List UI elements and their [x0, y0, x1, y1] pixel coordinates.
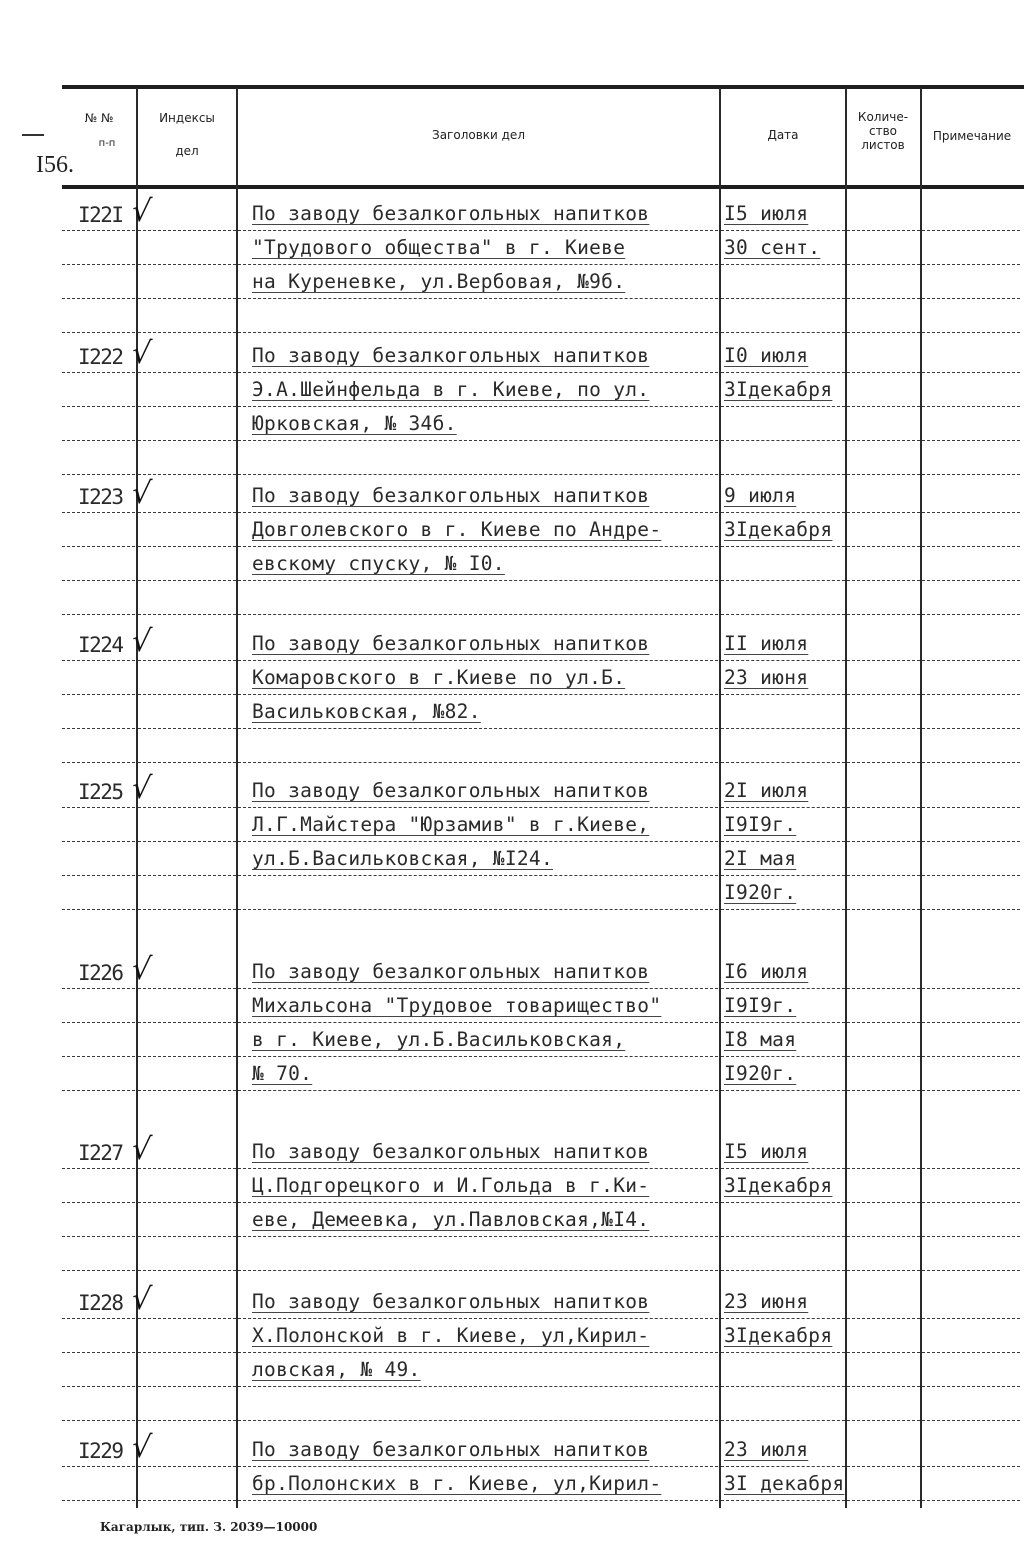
ruled-line — [721, 1090, 845, 1091]
entry-title-line: № 70. — [252, 1062, 313, 1085]
checkmark-icon: √ — [130, 194, 153, 229]
ruled-line — [62, 474, 135, 475]
entry-title-line: По заводу безалкогольных напитков — [252, 1290, 650, 1313]
ruled-line — [238, 1270, 718, 1271]
ruled-line — [721, 762, 845, 763]
ruled-line — [922, 230, 1020, 231]
entry-title-line: евскому спуску, № I0. — [252, 552, 505, 575]
ruled-line — [721, 1270, 845, 1271]
ruled-line — [721, 1236, 845, 1237]
ruled-line — [922, 807, 1020, 808]
entry-number: I228 — [78, 1291, 123, 1315]
entry-title-line: на Куреневке, ул.Вербовая, №9б. — [252, 270, 626, 293]
ruled-line — [62, 298, 135, 299]
ruled-line — [138, 1270, 236, 1271]
ruled-line — [847, 1500, 920, 1501]
ruled-line — [721, 298, 845, 299]
ruled-line — [847, 474, 920, 475]
ruled-line — [62, 1202, 135, 1203]
ruled-line — [721, 728, 845, 729]
ruled-line — [238, 332, 718, 333]
header-sheets — [846, 110, 920, 152]
ruled-line — [62, 988, 135, 989]
ruled-line — [62, 1090, 135, 1091]
ruled-line — [62, 1352, 135, 1353]
ruled-line — [847, 1202, 920, 1203]
column-divider-sheets — [845, 88, 847, 1508]
ruled-line — [847, 1090, 920, 1091]
ruled-line — [721, 1420, 845, 1421]
ruled-line — [238, 1386, 718, 1387]
ruled-line — [721, 1500, 845, 1501]
ruled-line — [138, 988, 236, 989]
ruled-line — [922, 988, 1020, 989]
ruled-line — [847, 332, 920, 333]
ruled-line — [922, 474, 1020, 475]
header-title: Заголовки дел — [432, 128, 525, 142]
entry-title-line: По заводу безалкогольных напитков — [252, 1438, 650, 1461]
ruled-line — [238, 372, 718, 373]
ruled-line — [138, 440, 236, 441]
ruled-line — [138, 1420, 236, 1421]
ruled-line — [238, 762, 718, 763]
ruled-line — [847, 694, 920, 695]
ruled-line — [62, 762, 135, 763]
entry-title-line: Л.Г.Майстера "Юрзамив" в г.Киеве, — [252, 813, 650, 836]
checkmark-icon: √ — [130, 771, 153, 806]
ruled-line — [922, 580, 1020, 581]
ruled-line — [62, 372, 135, 373]
ruled-line — [138, 264, 236, 265]
ruled-line — [721, 264, 845, 265]
ruled-line — [138, 660, 236, 661]
entry-date-line: 3Iдекабря — [724, 378, 833, 401]
ruled-line — [721, 1466, 845, 1467]
ruled-line — [922, 512, 1020, 513]
ruled-line — [847, 988, 920, 989]
ruled-line — [721, 230, 845, 231]
ruled-line — [138, 841, 236, 842]
ruled-line — [238, 875, 718, 876]
ruled-line — [721, 1318, 845, 1319]
ruled-line — [721, 406, 845, 407]
ruled-line — [238, 1090, 718, 1091]
header-num-label: № № — [84, 111, 114, 125]
entry-title-line: Э.А.Шейнфельда в г. Киеве, по ул. — [252, 378, 650, 401]
entry-number: I226 — [78, 961, 123, 985]
ruled-line — [238, 298, 718, 299]
ruled-line — [62, 1056, 135, 1057]
ruled-line — [922, 762, 1020, 763]
ruled-line — [922, 1500, 1020, 1501]
entry-date-line: 23 июля — [724, 1438, 809, 1461]
ruled-line — [847, 264, 920, 265]
ruled-line — [847, 580, 920, 581]
header-num-sub: п-п — [98, 138, 116, 149]
ruled-line — [922, 1420, 1020, 1421]
ruled-line — [238, 1168, 718, 1169]
ruled-line — [238, 264, 718, 265]
ruled-line — [62, 546, 135, 547]
entry-date-line: I9I9г. — [724, 813, 797, 836]
entry-title-line: По заводу безалкогольных напитков — [252, 779, 650, 802]
ruled-line — [138, 875, 236, 876]
ruled-line — [138, 1386, 236, 1387]
entry-number: I224 — [78, 633, 123, 657]
ruled-line — [62, 230, 135, 231]
ruled-line — [138, 614, 236, 615]
ruled-line — [138, 1022, 236, 1023]
entry-title-line: По заводу безалкогольных напитков — [252, 960, 650, 983]
ruled-line — [138, 1236, 236, 1237]
ruled-line — [62, 1500, 135, 1501]
ruled-line — [238, 1352, 718, 1353]
entry-title-line: Ц.Подгорецкого и И.Гольда в г.Ки- — [252, 1174, 650, 1197]
ruled-line — [922, 372, 1020, 373]
header-index — [138, 110, 236, 160]
ruled-line — [847, 1466, 920, 1467]
ruled-line — [721, 546, 845, 547]
ruled-line — [62, 580, 135, 581]
entry-title-line: Довголевского в г. Киеве по Андре- — [252, 518, 662, 541]
entry-title-line: По заводу безалкогольных напитков — [252, 344, 650, 367]
ruled-line — [238, 614, 718, 615]
entry-date-line: I8 мая — [724, 1028, 797, 1051]
ruled-line — [721, 614, 845, 615]
ruled-line — [922, 332, 1020, 333]
ruled-line — [721, 694, 845, 695]
header-sheets-line2: ство — [868, 124, 897, 138]
ruled-line — [238, 512, 718, 513]
ruled-line — [922, 1466, 1020, 1467]
entry-title-line: Михальсона "Трудовое товарищество" — [252, 994, 662, 1017]
entry-title-line: еве, Демеевка, ул.Павловская,№I4. — [252, 1208, 650, 1231]
entry-title-line: Комаровского в г.Киеве по ул.Б. — [252, 666, 626, 689]
ruled-line — [847, 1168, 920, 1169]
ruled-line — [922, 614, 1020, 615]
ruled-line — [62, 909, 135, 910]
ruled-line — [721, 1386, 845, 1387]
page-number: I56. — [36, 152, 74, 178]
ruled-line — [138, 1090, 236, 1091]
ruled-line — [238, 1420, 718, 1421]
ruled-line — [922, 1352, 1020, 1353]
entry-date-line: I0 июля — [724, 344, 809, 367]
ruled-line — [238, 1318, 718, 1319]
ruled-line — [721, 1202, 845, 1203]
ruled-line — [847, 406, 920, 407]
margin-dash — [22, 134, 44, 136]
entry-date-line: 2I июля — [724, 779, 809, 802]
entry-date-line: 23 июня — [724, 666, 809, 689]
ruled-line — [847, 1022, 920, 1023]
ruled-line — [238, 230, 718, 231]
entry-title-line: По заводу безалкогольных напитков — [252, 1140, 650, 1163]
entry-title-line: "Трудового общества" в г. Киеве — [252, 236, 626, 259]
ruled-line — [847, 614, 920, 615]
ruled-line — [238, 440, 718, 441]
ruled-line — [922, 546, 1020, 547]
ruled-line — [238, 474, 718, 475]
ruled-line — [847, 1236, 920, 1237]
entry-date-line: 9 июля — [724, 484, 797, 507]
ruled-line — [721, 988, 845, 989]
ruled-line — [238, 694, 718, 695]
entry-title-line: По заводу безалкогольных напитков — [252, 484, 650, 507]
ruled-line — [138, 372, 236, 373]
header-num — [62, 110, 136, 152]
ruled-line — [922, 660, 1020, 661]
ruled-line — [138, 909, 236, 910]
entry-title-line: ловская, № 49. — [252, 1358, 421, 1381]
ruled-line — [138, 1318, 236, 1319]
ruled-line — [721, 807, 845, 808]
header-index-sub: дел — [175, 144, 199, 158]
entry-number: I223 — [78, 485, 123, 509]
entry-title-line: Васильковская, №82. — [252, 700, 481, 723]
ruled-line — [238, 1022, 718, 1023]
ruled-line — [238, 909, 718, 910]
ruled-line — [922, 1386, 1020, 1387]
header-sheets-line3: листов — [861, 138, 905, 152]
ruled-line — [138, 762, 236, 763]
entry-number: I225 — [78, 780, 123, 804]
ruled-line — [62, 1318, 135, 1319]
ruled-line — [138, 332, 236, 333]
ruled-line — [847, 875, 920, 876]
ruled-line — [922, 1202, 1020, 1203]
ruled-line — [62, 660, 135, 661]
ruled-line — [138, 546, 236, 547]
column-divider-notes — [920, 88, 922, 1508]
entry-number: I222 — [78, 345, 123, 369]
column-divider-date — [719, 88, 721, 1508]
ruled-line — [922, 841, 1020, 842]
entry-date-line: 2I мая — [724, 847, 797, 870]
ruled-line — [847, 1270, 920, 1271]
ruled-line — [721, 440, 845, 441]
entry-date-line: I5 июля — [724, 1140, 809, 1163]
entry-date-line: 3Iдекабря — [724, 518, 833, 541]
entry-date-line: I920г. — [724, 881, 797, 904]
ruled-line — [62, 512, 135, 513]
ruled-line — [238, 841, 718, 842]
header-index-label: Индексы — [159, 111, 215, 125]
ruled-line — [922, 875, 1020, 876]
ruled-line — [847, 1056, 920, 1057]
ruled-line — [138, 1202, 236, 1203]
ruled-line — [62, 614, 135, 615]
ruled-line — [721, 1056, 845, 1057]
ruled-line — [62, 1420, 135, 1421]
ruled-line — [238, 406, 718, 407]
ruled-line — [922, 1022, 1020, 1023]
entry-date-line: I9I9г. — [724, 994, 797, 1017]
checkmark-icon: √ — [130, 952, 153, 987]
entry-date-line: I920г. — [724, 1062, 797, 1085]
checkmark-icon: √ — [130, 1282, 153, 1317]
ruled-line — [238, 660, 718, 661]
ruled-line — [922, 1056, 1020, 1057]
ruled-line — [721, 660, 845, 661]
printer-imprint: Кагарлык, тип. З. 2039—10000 — [100, 1520, 318, 1534]
ruled-line — [62, 332, 135, 333]
ruled-line — [721, 1352, 845, 1353]
entry-title-line: бр.Полонских в г. Киеве, ул,Кирил- — [252, 1472, 662, 1495]
entry-date-line: I5 июля — [724, 202, 809, 225]
ruled-line — [138, 230, 236, 231]
entry-title-line: Х.Полонской в г. Киеве, ул,Кирил- — [252, 1324, 650, 1347]
ruled-line — [922, 1236, 1020, 1237]
ruled-line — [62, 264, 135, 265]
entry-title-line: По заводу безалкогольных напитков — [252, 632, 650, 655]
ruled-line — [138, 1500, 236, 1501]
ruled-line — [721, 474, 845, 475]
ruled-line — [238, 1056, 718, 1057]
ruled-line — [62, 1270, 135, 1271]
ruled-line — [721, 372, 845, 373]
ruled-line — [721, 332, 845, 333]
ruled-line — [238, 546, 718, 547]
ruled-line — [62, 841, 135, 842]
header-bottom-rule — [62, 185, 1024, 189]
ruled-line — [847, 230, 920, 231]
entry-title-line: Юрковская, № 34б. — [252, 412, 457, 435]
header-top-rule — [62, 85, 1024, 89]
ruled-line — [62, 875, 135, 876]
ruled-line — [138, 1056, 236, 1057]
ruled-line — [138, 1168, 236, 1169]
checkmark-icon: √ — [130, 624, 153, 659]
ruled-line — [922, 406, 1020, 407]
ruled-line — [721, 841, 845, 842]
column-divider-title — [236, 88, 238, 1508]
ruled-line — [922, 1090, 1020, 1091]
ruled-line — [847, 512, 920, 513]
ruled-line — [721, 909, 845, 910]
ruled-line — [847, 372, 920, 373]
ruled-line — [138, 1466, 236, 1467]
ruled-line — [138, 728, 236, 729]
ruled-line — [138, 406, 236, 407]
ruled-line — [62, 440, 135, 441]
entry-title-line: в г. Киеве, ул.Б.Васильковская, — [252, 1028, 626, 1051]
ruled-line — [62, 406, 135, 407]
ruled-line — [62, 1168, 135, 1169]
ruled-line — [922, 694, 1020, 695]
ruled-line — [922, 1270, 1020, 1271]
ruled-line — [847, 546, 920, 547]
checkmark-icon: √ — [130, 476, 153, 511]
header-sheets-line1: Количе- — [857, 110, 909, 124]
ruled-line — [847, 807, 920, 808]
ruled-line — [138, 1352, 236, 1353]
ruled-line — [721, 1168, 845, 1169]
ruled-line — [238, 1236, 718, 1237]
ruled-line — [238, 1202, 718, 1203]
ruled-line — [62, 728, 135, 729]
ruled-line — [62, 1022, 135, 1023]
entry-title-line: По заводу безалкогольных напитков — [252, 202, 650, 225]
ruled-line — [847, 762, 920, 763]
ruled-line — [922, 1318, 1020, 1319]
header-date: Дата — [767, 128, 799, 142]
entry-date-line: 30 сент. — [724, 236, 821, 259]
ruled-line — [847, 1386, 920, 1387]
entry-date-line: II июля — [724, 632, 809, 655]
ruled-line — [847, 440, 920, 441]
ruled-line — [138, 474, 236, 475]
checkmark-icon: √ — [130, 336, 153, 371]
ruled-line — [238, 1500, 718, 1501]
ruled-line — [238, 988, 718, 989]
ruled-line — [847, 298, 920, 299]
ruled-line — [847, 728, 920, 729]
entry-date-line: I6 июля — [724, 960, 809, 983]
entry-date-line: 3Iдекабря — [724, 1174, 833, 1197]
entry-number: I22I — [78, 203, 123, 227]
ruled-line — [138, 694, 236, 695]
ruled-line — [62, 807, 135, 808]
ruled-line — [721, 1022, 845, 1023]
ruled-line — [721, 512, 845, 513]
checkmark-icon: √ — [130, 1430, 153, 1465]
entry-number: I229 — [78, 1439, 123, 1463]
entry-title-line: ул.Б.Васильковская, №I24. — [252, 847, 553, 870]
ruled-line — [238, 580, 718, 581]
ruled-line — [138, 512, 236, 513]
ruled-line — [922, 440, 1020, 441]
ruled-line — [238, 807, 718, 808]
ruled-line — [847, 660, 920, 661]
ruled-line — [238, 728, 718, 729]
ruled-line — [922, 1168, 1020, 1169]
ruled-line — [922, 298, 1020, 299]
ruled-line — [922, 909, 1020, 910]
ruled-line — [138, 298, 236, 299]
ruled-line — [847, 909, 920, 910]
ruled-line — [62, 694, 135, 695]
ruled-line — [922, 264, 1020, 265]
ruled-line — [62, 1386, 135, 1387]
ruled-line — [847, 1420, 920, 1421]
ruled-line — [238, 1466, 718, 1467]
ruled-line — [847, 1318, 920, 1319]
ruled-line — [721, 875, 845, 876]
ruled-line — [847, 1352, 920, 1353]
ruled-line — [138, 580, 236, 581]
ruled-line — [721, 580, 845, 581]
entry-date-line: 3Iдекабря — [724, 1324, 833, 1347]
ruled-line — [138, 807, 236, 808]
entry-number: I227 — [78, 1141, 123, 1165]
header-notes: Примечание — [932, 129, 1012, 143]
checkmark-icon: √ — [130, 1132, 153, 1167]
ruled-line — [847, 841, 920, 842]
entry-date-line: 3I декабря — [724, 1472, 845, 1495]
ruled-line — [922, 728, 1020, 729]
ruled-line — [62, 1466, 135, 1467]
entry-date-line: 23 июня — [724, 1290, 809, 1313]
ruled-line — [62, 1236, 135, 1237]
